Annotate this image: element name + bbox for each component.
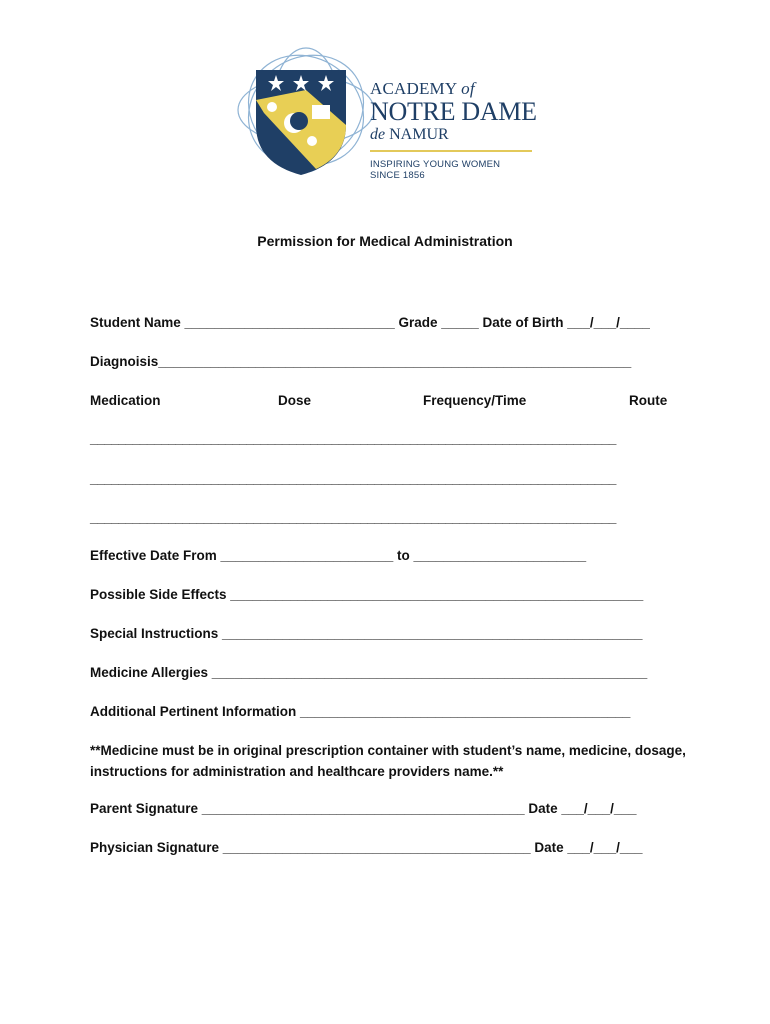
header-frequency: Frequency/Time	[423, 393, 527, 408]
container-requirement-note: **Medicine must be in original prescription container with student’s name, medicine, dosage, instructions for administration and healthcare providers name.**	[90, 743, 686, 779]
logo-divider	[370, 150, 532, 152]
header-medication: Medication	[90, 393, 161, 408]
additional-info-line[interactable]: Additional Pertinent Information ____________________________________________	[90, 704, 631, 719]
header-route: Route	[629, 393, 668, 408]
allergies-line[interactable]: Medicine Allergies __________________________________________________________	[90, 665, 648, 680]
logo-academy: ACADEMY	[370, 79, 457, 98]
special-instructions-line[interactable]: Special Instructions ________________________________________________________	[90, 626, 643, 641]
medication-row-2[interactable]: __________________________________________________________________________	[90, 471, 616, 486]
effective-date-line[interactable]: Effective Date From _______________________ to _______________________	[90, 548, 587, 563]
school-wordmark	[370, 80, 540, 181]
logo-of: of	[461, 79, 475, 98]
diagnosis-line[interactable]: Diagnoisis_______________________________________________________________	[90, 354, 632, 369]
side-effects-line[interactable]: Possible Side Effects _______________________________________________________	[90, 587, 644, 602]
logo-tagline-1: INSPIRING YOUNG WOMEN	[370, 159, 501, 170]
medication-row-3[interactable]: __________________________________________________________________________	[90, 510, 616, 525]
form-title: Permission for Medical Administration	[257, 233, 513, 249]
logo-namur: NAMUR	[389, 126, 449, 143]
medication-row-1[interactable]: __________________________________________________________________________	[90, 431, 616, 446]
logo-notre-dame: NOTRE DAME	[370, 97, 537, 126]
logo-de: de	[370, 126, 386, 143]
student-info-line[interactable]: Student Name ____________________________ Grade _____ Date of Birth ___/___/____	[90, 315, 650, 330]
parent-signature-line[interactable]: Parent Signature ___________________________________________ Date ___/___/___	[90, 801, 637, 816]
physician-signature-line[interactable]: Physician Signature _________________________________________ Date ___/___/___	[90, 840, 643, 855]
logo-tagline-2: SINCE 1856	[370, 170, 425, 181]
header-dose: Dose	[278, 393, 312, 408]
